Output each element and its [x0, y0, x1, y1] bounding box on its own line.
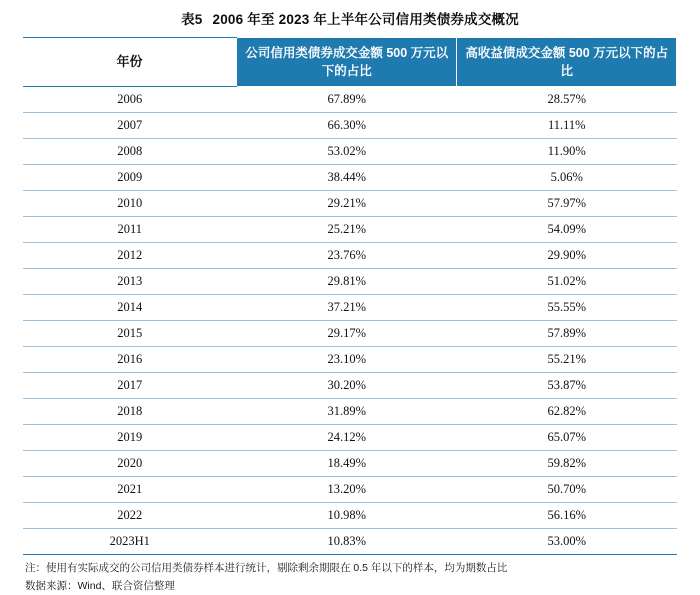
- table-row: [23, 243, 677, 269]
- cell-corporate-share: 18.49%: [237, 451, 457, 477]
- table-row: [23, 295, 677, 321]
- cell-high-yield-share: 28.57%: [457, 87, 677, 113]
- cell-high-yield-share: 55.21%: [457, 347, 677, 373]
- table-row: [23, 113, 677, 139]
- cell-year: 2019: [23, 425, 237, 451]
- table-number: 表5: [181, 12, 203, 27]
- cell-high-yield-share: 54.09%: [457, 217, 677, 243]
- table-title-text: 2006 年至 2023 年上半年公司信用类债券成交概况: [212, 12, 519, 27]
- cell-high-yield-share: 29.90%: [457, 243, 677, 269]
- cell-year: 2016: [23, 347, 237, 373]
- table-row: [23, 399, 677, 425]
- page-title: [0, 0, 700, 37]
- cell-corporate-share: 29.17%: [237, 321, 457, 347]
- table-row: [23, 269, 677, 295]
- credit-bond-trading-table: [23, 37, 678, 555]
- table-row: [23, 477, 677, 503]
- cell-year: 2022: [23, 503, 237, 529]
- cell-year: 2008: [23, 139, 237, 165]
- cell-corporate-share: 53.02%: [237, 139, 457, 165]
- cell-year: 2023H1: [23, 529, 237, 555]
- cell-high-yield-share: 65.07%: [457, 425, 677, 451]
- column-header-year: 年份: [23, 38, 237, 87]
- table-row: [23, 191, 677, 217]
- note-text: 注：使用有实际成交的公司信用类债券样本进行统计，剔除剩余期限在 0.5 年以下的样本，均为期数占比: [25, 562, 508, 575]
- table-row: [23, 425, 677, 451]
- cell-corporate-share: 37.21%: [237, 295, 457, 321]
- cell-high-yield-share: 53.87%: [457, 373, 677, 399]
- cell-corporate-share: 24.12%: [237, 425, 457, 451]
- table-row: [23, 165, 677, 191]
- cell-high-yield-share: 11.11%: [457, 113, 677, 139]
- cell-high-yield-share: 55.55%: [457, 295, 677, 321]
- cell-year: 2020: [23, 451, 237, 477]
- cell-corporate-share: 31.89%: [237, 399, 457, 425]
- cell-year: 2017: [23, 373, 237, 399]
- cell-year: 2010: [23, 191, 237, 217]
- table-row: [23, 139, 677, 165]
- cell-high-yield-share: 5.06%: [457, 165, 677, 191]
- cell-corporate-share: 25.21%: [237, 217, 457, 243]
- table-row: [23, 321, 677, 347]
- cell-high-yield-share: 56.16%: [457, 503, 677, 529]
- table-row: [23, 217, 677, 243]
- table-row: [23, 529, 677, 555]
- cell-high-yield-share: 57.97%: [457, 191, 677, 217]
- cell-corporate-share: 67.89%: [237, 87, 457, 113]
- source-text: 数据来源：Wind、联合资信整理: [25, 579, 175, 592]
- table-row: [23, 87, 677, 113]
- table-row: [23, 347, 677, 373]
- cell-corporate-share: 30.20%: [237, 373, 457, 399]
- cell-year: 2014: [23, 295, 237, 321]
- cell-corporate-share: 23.10%: [237, 347, 457, 373]
- cell-year: 2006: [23, 87, 237, 113]
- cell-year: 2011: [23, 217, 237, 243]
- cell-corporate-share: 10.98%: [237, 503, 457, 529]
- cell-high-yield-share: 50.70%: [457, 477, 677, 503]
- cell-corporate-share: 29.81%: [237, 269, 457, 295]
- cell-high-yield-share: 53.00%: [457, 529, 677, 555]
- cell-corporate-share: 38.44%: [237, 165, 457, 191]
- cell-year: 2009: [23, 165, 237, 191]
- column-header-high-yield-bond-share: 高收益债成交金额 500 万元以下的占比: [457, 38, 677, 87]
- column-header-corporate-credit-bond-share: 公司信用类债券成交金额 500 万元以下的占比: [237, 38, 457, 87]
- cell-year: 2018: [23, 399, 237, 425]
- table-row: [23, 451, 677, 477]
- cell-high-yield-share: 62.82%: [457, 399, 677, 425]
- cell-corporate-share: 29.21%: [237, 191, 457, 217]
- cell-corporate-share: 13.20%: [237, 477, 457, 503]
- cell-corporate-share: 10.83%: [237, 529, 457, 555]
- table-header: [23, 38, 677, 87]
- cell-year: 2015: [23, 321, 237, 347]
- table-header-row: [23, 38, 677, 87]
- cell-corporate-share: 23.76%: [237, 243, 457, 269]
- cell-corporate-share: 66.30%: [237, 113, 457, 139]
- cell-year: 2013: [23, 269, 237, 295]
- table-notes: [23, 560, 677, 595]
- cell-high-yield-share: 11.90%: [457, 139, 677, 165]
- cell-year: 2021: [23, 477, 237, 503]
- table-row: [23, 503, 677, 529]
- cell-year: 2007: [23, 113, 237, 139]
- table-row: [23, 373, 677, 399]
- cell-high-yield-share: 51.02%: [457, 269, 677, 295]
- cell-high-yield-share: 57.89%: [457, 321, 677, 347]
- table-body: [23, 87, 677, 555]
- cell-year: 2012: [23, 243, 237, 269]
- cell-high-yield-share: 59.82%: [457, 451, 677, 477]
